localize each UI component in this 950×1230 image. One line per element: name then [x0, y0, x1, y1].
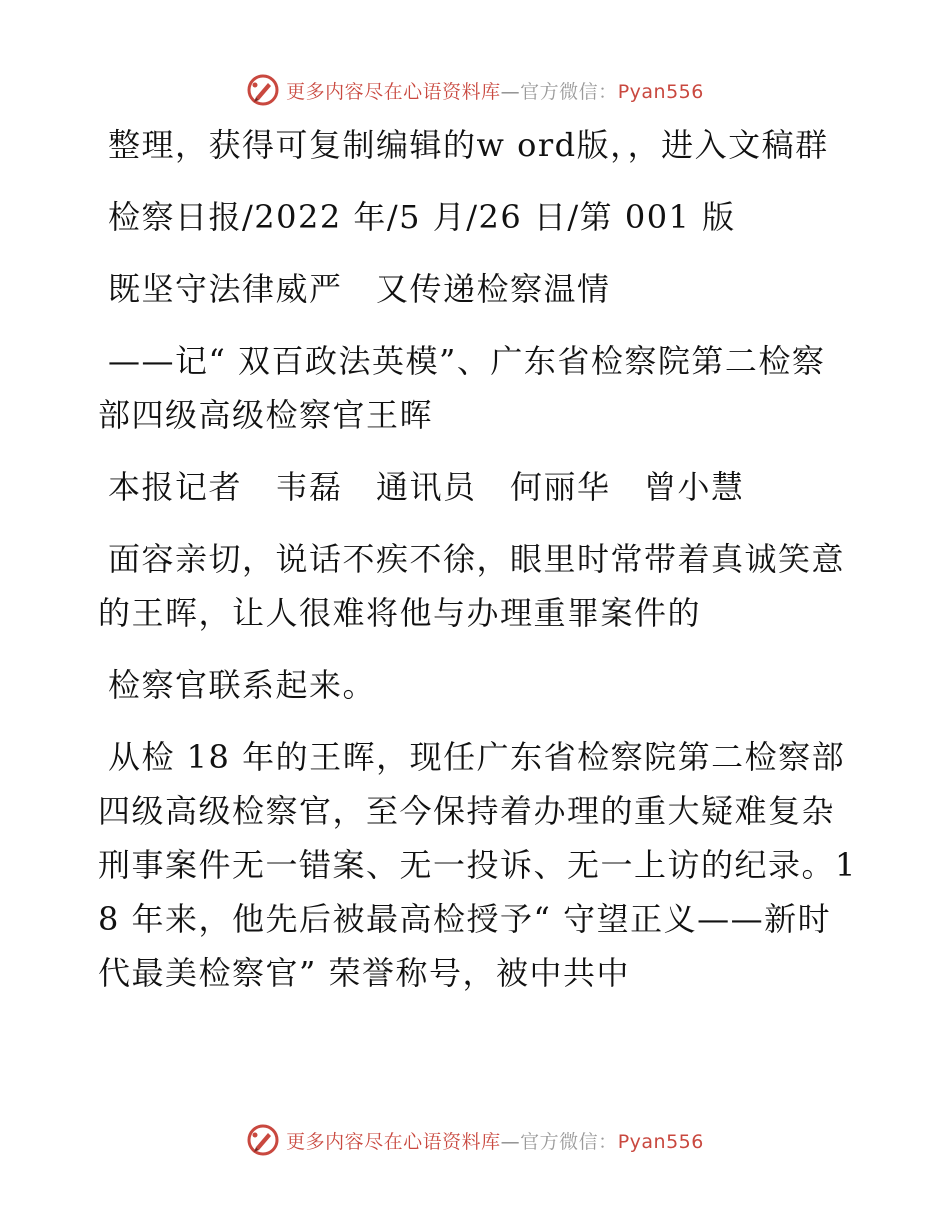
paragraph-note [98, 118, 858, 172]
paragraph-body [98, 532, 858, 640]
watermark-wechat-id: Pyan556 [617, 1130, 704, 1153]
footer-watermark [0, 1122, 950, 1158]
paragraph-text: 整理，获得可复制编辑的w ord版，，进入文稿群 [108, 126, 829, 164]
pen-logo-icon [246, 1123, 280, 1157]
watermark-wechat-id: Pyan556 [617, 80, 704, 103]
document-body [98, 118, 858, 1018]
paragraph-text: 本报记者 韦磊 通讯员 何丽华 曾小慧 [108, 468, 745, 506]
article-byline [98, 460, 858, 514]
paragraph-text: ——记“ 双百政法英模”、广东省检察院第二检察部四级高级检察官王晖 [98, 342, 826, 434]
paragraph-text: 既坚守法律威严 又传递检察温情 [108, 270, 611, 308]
article-subtitle [98, 334, 858, 442]
watermark-text [286, 1127, 704, 1154]
paragraph-source [98, 190, 858, 244]
header-watermark [0, 72, 950, 108]
paragraph-text: 检察日报/2022 年/5 月/26 日/第 001 版 [108, 198, 736, 236]
watermark-site-text: 更多内容尽在心语资料库 [286, 1130, 501, 1153]
article-title [98, 262, 858, 316]
watermark-separator: — [500, 1130, 521, 1153]
paragraph-text: 检察官联系起来。 [108, 666, 377, 704]
watermark-text [286, 77, 704, 104]
paragraph-text: 从检 18 年的王晖，现任广东省检察院第二检察部四级高级检察官，至今保持着办理的重大疑难复杂刑事案件无一错案、无一投诉、无一上访的纪录。18 年来，他先后被最高检授予“ 守望正义——新时代最美检察官” 荣誉称号，被中共中 [98, 738, 857, 992]
watermark-separator: — [500, 80, 521, 103]
pen-logo-icon [246, 73, 280, 107]
paragraph-body [98, 658, 858, 712]
watermark-site-text: 更多内容尽在心语资料库 [286, 80, 501, 103]
watermark-wechat-label: 官方微信： [520, 80, 618, 103]
paragraph-text: 面容亲切，说话不疾不徐，眼里时常带着真诚笑意的王晖，让人很难将他与办理重罪案件的 [98, 540, 846, 632]
paragraph-body [98, 730, 858, 1000]
watermark-wechat-label: 官方微信： [520, 1130, 618, 1153]
